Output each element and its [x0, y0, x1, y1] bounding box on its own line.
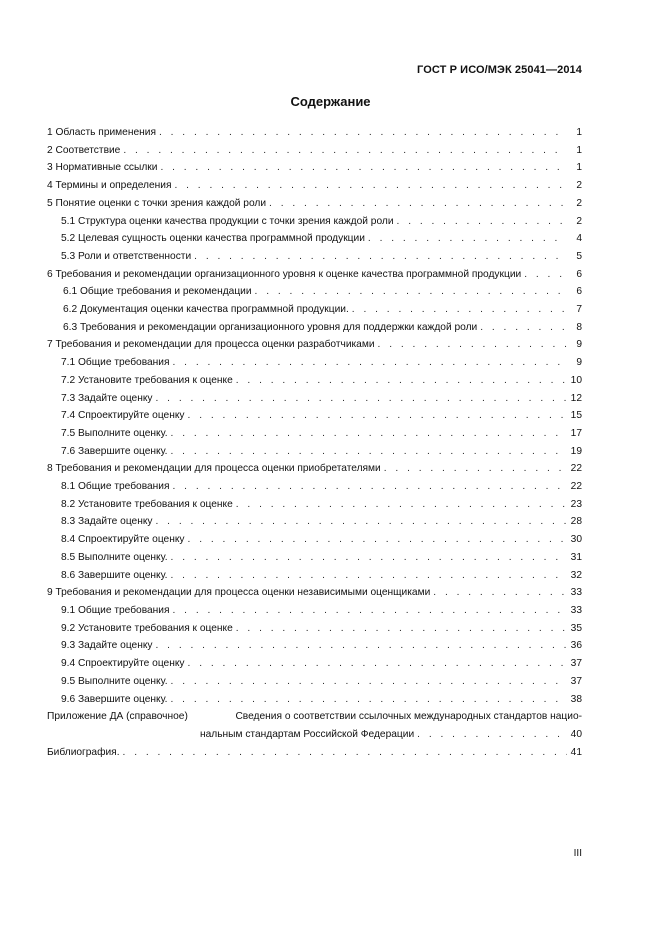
toc-entry-label: 7.2 Установите требования к оценке — [61, 374, 233, 386]
toc-entry[interactable] — [47, 124, 582, 142]
toc-entry-label: 1 Область применения — [47, 127, 156, 138]
toc-entry-page: 2 — [576, 197, 582, 209]
bibliography-label: Библиография. — [47, 746, 120, 758]
dot-leader — [171, 567, 567, 585]
dot-leader — [123, 744, 567, 762]
dot-leader — [173, 478, 567, 496]
toc-entry[interactable] — [47, 496, 582, 514]
toc-entry[interactable] — [47, 602, 582, 620]
toc-entry[interactable] — [47, 159, 582, 177]
dot-leader — [188, 655, 567, 673]
dot-leader — [123, 142, 567, 160]
toc-entry-label: 7.1 Общие требования — [61, 357, 170, 369]
toc-entry[interactable] — [47, 531, 582, 549]
dot-leader — [173, 602, 567, 620]
toc-entry-page: 33 — [570, 587, 582, 599]
toc-entry[interactable] — [47, 372, 582, 390]
dot-leader — [156, 513, 567, 531]
toc-entry[interactable] — [47, 390, 582, 408]
toc-entry-page: 2 — [576, 215, 582, 227]
toc-list — [47, 124, 582, 708]
toc-entry-page: 6 — [576, 286, 582, 298]
toc-entry-page: 19 — [570, 445, 582, 457]
toc-entry[interactable] — [47, 637, 582, 655]
toc-entry-page: 4 — [576, 233, 582, 245]
toc-entry[interactable] — [47, 336, 582, 354]
dot-leader — [156, 390, 567, 408]
dot-leader — [352, 301, 567, 319]
dot-leader — [188, 407, 567, 425]
toc-entry-label: 5.3 Роли и ответственности — [61, 250, 192, 262]
dot-leader — [236, 620, 567, 638]
toc-entry[interactable] — [47, 319, 582, 337]
toc-entry-label: 8.2 Установите требования к оценке — [61, 498, 233, 510]
toc-entry-label: 7.3 Задайте оценку — [61, 392, 153, 404]
toc-entry-page: 5 — [576, 250, 582, 262]
toc-entry-page: 37 — [570, 658, 582, 670]
dot-leader — [160, 159, 567, 177]
toc-entry-page: 22 — [570, 463, 582, 475]
toc-entry[interactable] — [47, 230, 582, 248]
dot-leader — [173, 354, 567, 372]
dot-leader — [384, 460, 567, 478]
toc-entry[interactable] — [47, 513, 582, 531]
dot-leader — [156, 637, 567, 655]
toc-entry[interactable] — [47, 691, 582, 709]
toc-entry-page: 37 — [570, 675, 582, 687]
toc-entry-page: 1 — [576, 127, 582, 138]
dot-leader — [378, 336, 567, 354]
toc-entry[interactable] — [47, 177, 582, 195]
toc-entry[interactable] — [47, 478, 582, 496]
toc-entry-page: 36 — [570, 640, 582, 652]
dot-leader — [171, 425, 567, 443]
dot-leader — [159, 124, 567, 142]
table-of-contents — [47, 124, 582, 761]
dot-leader — [480, 319, 567, 337]
dot-leader — [397, 213, 567, 231]
toc-entry[interactable] — [47, 407, 582, 425]
toc-entry-label: 7.5 Выполните оценку. — [61, 427, 168, 439]
toc-entry-page: 6 — [576, 268, 582, 280]
toc-entry-label: 6.3 Требования и рекомендации организационного уровня для поддержки каждой роли — [63, 321, 478, 333]
toc-entry-label: 8.6 Завершите оценку. — [61, 569, 168, 581]
toc-entry-page: 1 — [576, 162, 582, 174]
toc-entry-page: 32 — [570, 569, 582, 581]
dot-leader — [194, 248, 567, 266]
toc-entry-label: 7.4 Спроектируйте оценку — [61, 410, 185, 422]
dot-leader — [236, 496, 567, 514]
toc-entry[interactable] — [47, 567, 582, 585]
dot-leader — [255, 283, 567, 301]
toc-entry[interactable] — [47, 195, 582, 213]
dot-leader — [433, 584, 567, 602]
toc-entry-label: 2 Соответствие — [47, 144, 121, 156]
toc-entry-label: 5.2 Целевая сущность оценки качества программной продукции — [61, 233, 365, 245]
toc-entry-page: 23 — [570, 498, 582, 510]
toc-entry-label: 3 Нормативные ссылки — [47, 162, 158, 174]
toc-entry-label: 6 Требования и рекомендации организационного уровня к оценке качества программной продукции — [47, 268, 522, 280]
toc-entry-label: 5.1 Структура оценки качества продукции с точки зрения каждой роли — [61, 215, 394, 227]
toc-entry-page: 12 — [570, 392, 582, 404]
toc-entry-label: 9.5 Выполните оценку. — [61, 675, 168, 687]
toc-entry[interactable] — [47, 213, 582, 231]
toc-entry-page: 1 — [576, 144, 582, 156]
toc-entry[interactable] — [47, 248, 582, 266]
toc-entry-label: 8.1 Общие требования — [61, 481, 170, 493]
toc-entry-label: 9.3 Задайте оценку — [61, 640, 153, 652]
dot-leader — [171, 673, 567, 691]
toc-entry-label: 9.6 Завершите оценку. — [61, 693, 168, 705]
toc-entry-page: 15 — [570, 410, 582, 422]
toc-entry[interactable] — [47, 460, 582, 478]
bibliography-page: 41 — [570, 746, 582, 758]
toc-entry-label: 7 Требования и рекомендации для процесса оценки разработчиками — [47, 339, 375, 351]
toc-entry[interactable] — [47, 354, 582, 372]
toc-entry-page: 8 — [576, 321, 582, 333]
page-title: Содержание — [290, 94, 371, 109]
toc-entry-label: 9.1 Общие требования — [61, 604, 170, 616]
dot-leader — [417, 726, 567, 744]
appendix-text-line1: Сведения о соответствии ссылочных международных стандартов нацио- — [235, 711, 582, 723]
toc-entry-label: 8 Требования и рекомендации для процесса оценки приобретателями — [47, 463, 381, 475]
toc-entry[interactable] — [47, 620, 582, 638]
toc-entry[interactable] — [47, 425, 582, 443]
toc-entry-label: 9 Требования и рекомендации для процесса оценки независимыми оценщиками — [47, 587, 431, 599]
toc-entry[interactable] — [47, 301, 582, 319]
toc-entry[interactable] — [47, 549, 582, 567]
toc-entry-page: 31 — [570, 551, 582, 563]
dot-leader — [174, 177, 567, 195]
toc-entry[interactable] — [47, 283, 582, 301]
dot-leader — [269, 195, 567, 213]
toc-entry-label: 4 Термины и определения — [47, 180, 172, 192]
toc-entry-page: 33 — [570, 604, 582, 616]
toc-entry-page: 35 — [570, 622, 582, 634]
toc-entry-page: 22 — [570, 481, 582, 493]
toc-entry-page: 30 — [570, 534, 582, 546]
dot-leader — [368, 230, 567, 248]
toc-entry-page: 2 — [576, 180, 582, 192]
toc-entry-page: 38 — [570, 693, 582, 705]
toc-appendix[interactable] — [47, 708, 582, 743]
toc-entry[interactable] — [47, 584, 582, 602]
toc-bibliography[interactable] — [47, 744, 582, 762]
toc-entry-label: 9.2 Установите требования к оценке — [61, 622, 233, 634]
toc-entry-label: 7.6 Завершите оценку. — [61, 445, 168, 457]
dot-leader — [236, 372, 567, 390]
dot-leader — [524, 266, 567, 284]
toc-entry-page: 28 — [570, 516, 582, 528]
toc-entry-label: 5 Понятие оценки с точки зрения каждой роли — [47, 197, 267, 209]
toc-entry[interactable] — [47, 443, 582, 461]
appendix-text-line2: нальным стандартам Российской Федерации — [200, 728, 415, 740]
page-number: III — [573, 848, 582, 859]
dot-leader — [171, 691, 567, 709]
standard-header: ГОСТ Р ИСО/МЭК 25041—2014 — [417, 64, 582, 76]
toc-entry-label: 6.1 Общие требования и рекомендации — [63, 286, 252, 298]
toc-entry-page: 7 — [576, 304, 582, 316]
dot-leader — [171, 549, 567, 567]
toc-entry-page: 10 — [570, 374, 582, 386]
toc-entry-page: 9 — [576, 339, 582, 351]
toc-entry-label: 8.5 Выполните оценку. — [61, 551, 168, 563]
toc-entry-label: 6.2 Документация оценки качества программной продукции. — [63, 304, 349, 316]
appendix-label: Приложение ДА (справочное) — [47, 711, 188, 723]
toc-entry-page: 9 — [576, 357, 582, 369]
toc-entry[interactable] — [47, 266, 582, 284]
dot-leader — [188, 531, 567, 549]
toc-entry-page: 17 — [570, 427, 582, 439]
toc-entry-label: 9.4 Спроектируйте оценку — [61, 658, 185, 670]
toc-entry[interactable] — [47, 673, 582, 691]
toc-entry-label: 8.4 Спроектируйте оценку — [61, 534, 185, 546]
toc-entry-label: 8.3 Задайте оценку — [61, 516, 153, 528]
toc-entry[interactable] — [47, 655, 582, 673]
appendix-page: 40 — [570, 728, 582, 740]
dot-leader — [171, 443, 567, 461]
toc-entry[interactable] — [47, 142, 582, 160]
